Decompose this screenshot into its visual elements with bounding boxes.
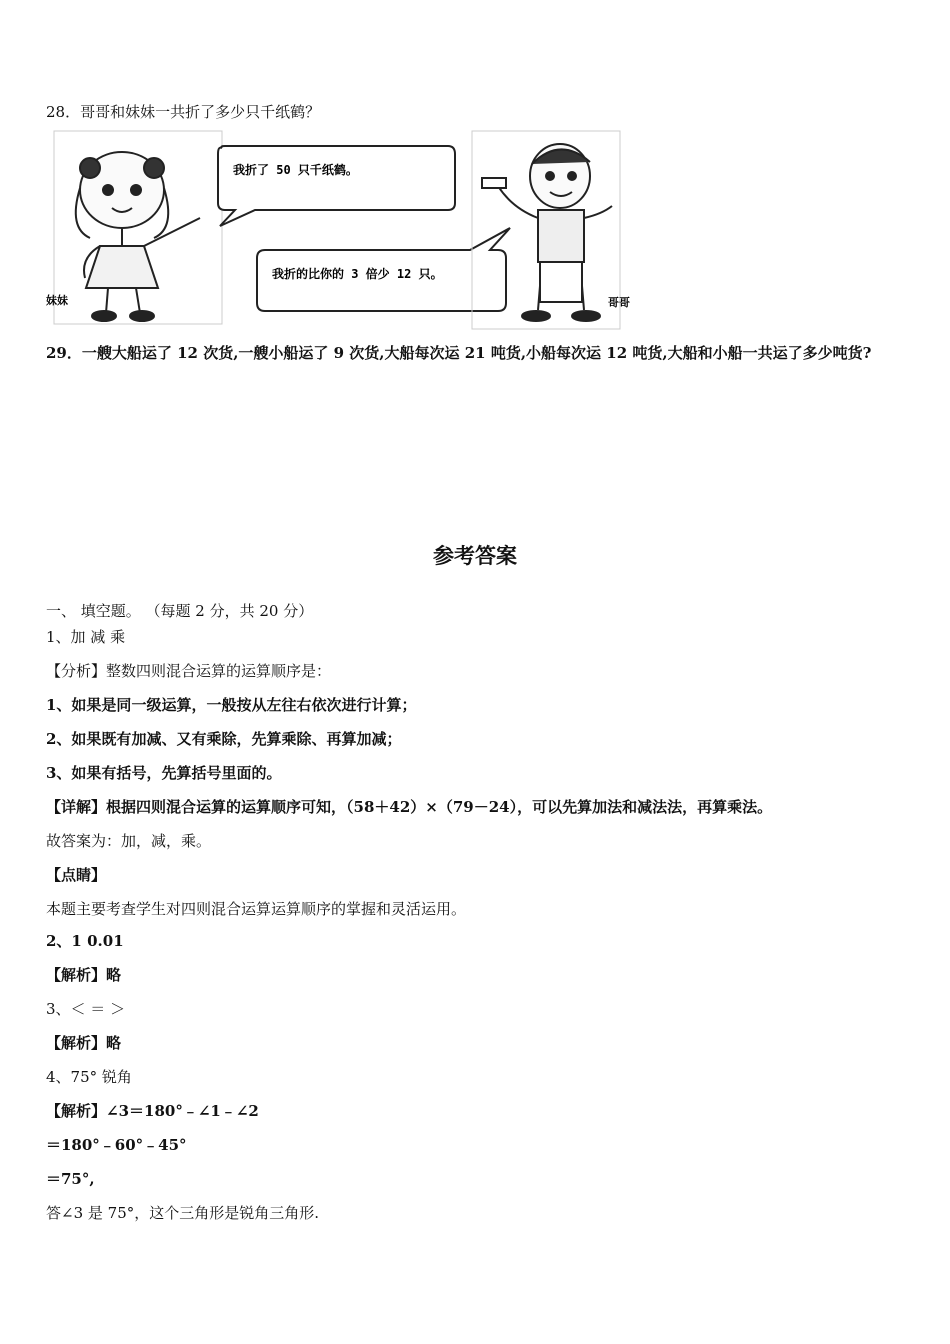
answer-1-rule-3: 3、如果有括号，先算括号里面的。 — [46, 764, 282, 782]
answer-4-step-2: ＝75°, — [46, 1170, 95, 1188]
answer-1: 1、加 减 乘 — [46, 628, 126, 646]
answer-1-rule-1: 1、如果是同一级运算，一般按从左往右依次进行计算； — [46, 696, 417, 714]
answer-4-analysis: 【解析】∠3＝180°﹣∠1﹣∠2 — [46, 1102, 259, 1120]
question-28: 28．哥哥和妹妹一共折了多少只千纸鹤？ — [46, 103, 321, 121]
section-1-heading: 一、 填空题。 （每题 2 分，共 20 分） — [46, 602, 314, 620]
answer-4: 4、75° 锐角 — [46, 1068, 132, 1086]
boy-label: 哥哥 — [608, 296, 630, 309]
girl-speech-text: 我折了 50 只千纸鹤。 — [233, 163, 358, 177]
girl-label: 妹妹 — [46, 294, 68, 307]
answer-2: 2、1 0.01 — [46, 932, 124, 950]
answers-title: 参考答案 — [433, 544, 517, 568]
answer-1-final: 故答案为：加，减，乘。 — [46, 832, 212, 850]
girl-figure — [76, 152, 200, 321]
question-29: 29．一艘大船运了 12 次货,一艘小船运了 9 次货,大船每次运 21 吨货,小船每次运 12 吨货,大船和小船一共运了多少吨货? — [46, 344, 872, 362]
answer-1-tip: 本题主要考查学生对四则混合运算运算顺序的掌握和灵活运用。 — [46, 900, 467, 918]
answer-4-conclusion: 答∠3 是 75°，这个三角形是锐角三角形. — [46, 1204, 320, 1222]
answer-1-analysis: 【分析】整数四则混合运算的运算顺序是： — [46, 662, 332, 680]
answer-2-analysis: 【解析】略 — [46, 966, 122, 984]
answer-3: 3、＜ ＝ ＞ — [46, 1000, 126, 1018]
answer-1-rule-2: 2、如果既有加减、又有乘除，先算乘除、再算加减； — [46, 730, 402, 748]
answer-3-analysis: 【解析】略 — [46, 1034, 122, 1052]
girl-speech-bubble — [218, 146, 455, 226]
paper-crane-illustration — [46, 128, 630, 333]
boy-speech-text: 我折的比你的 3 倍少 12 只。 — [272, 267, 443, 281]
answer-1-detail: 【详解】根据四则混合运算的运算顺序可知，（58＋42）×（79－24），可以先算加法和减法法，再算乘法。 — [46, 798, 773, 816]
illustration-svg — [46, 128, 630, 333]
answer-4-step-1: ＝180°﹣60°﹣45° — [46, 1136, 187, 1154]
answer-1-tip-label: 【点睛】 — [46, 866, 107, 884]
